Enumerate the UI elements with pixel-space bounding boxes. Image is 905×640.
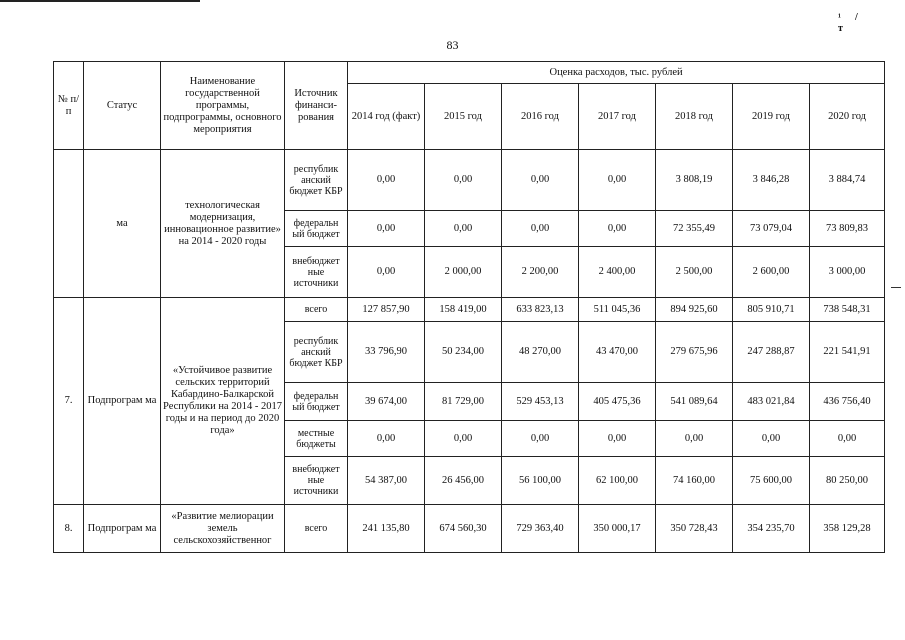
funding-source: республик анский бюджет КБР	[285, 150, 348, 211]
table-row	[54, 505, 885, 553]
amount-cell: 50 234,00	[425, 322, 502, 383]
margin-dash	[891, 287, 901, 288]
amount-cell: 0,00	[733, 421, 810, 457]
header-year: 2019 год	[733, 84, 810, 150]
amount-cell: 0,00	[425, 421, 502, 457]
amount-cell: 0,00	[579, 211, 656, 247]
amount-cell: 0,00	[579, 150, 656, 211]
row-number	[54, 150, 84, 298]
table-row	[54, 150, 885, 211]
funding-source: внебюджет ные источники	[285, 457, 348, 505]
amount-cell: 729 363,40	[502, 505, 579, 553]
amount-cell: 2 500,00	[656, 247, 733, 298]
program-name: «Устойчивое развитие сельских территорий Кабардино-Балкарской Республики на 2014 - 2017 годы и на период до 2020 года»	[161, 298, 285, 505]
amount-cell: 75 600,00	[733, 457, 810, 505]
program-name: «Развитие мелиорации земель сельскохозяйственног	[161, 505, 285, 553]
amount-cell: 529 453,13	[502, 383, 579, 421]
page-number: 83	[446, 38, 459, 52]
amount-cell: 26 456,00	[425, 457, 502, 505]
amount-cell: 3 846,28	[733, 150, 810, 211]
row-status: ма	[84, 150, 161, 298]
funding-source: всего	[285, 298, 348, 322]
header-year: 2020 год	[810, 84, 885, 150]
header-num: № п/п	[54, 62, 84, 150]
amount-cell: 0,00	[656, 421, 733, 457]
amount-cell: 81 729,00	[425, 383, 502, 421]
header-status: Статус	[84, 62, 161, 150]
table-row	[54, 298, 885, 322]
amount-cell: 0,00	[810, 421, 885, 457]
program-name: технологическая модернизация, инновационное развитие» на 2014 - 2020 годы	[161, 150, 285, 298]
header-year: 2016 год	[502, 84, 579, 150]
amount-cell: 0,00	[425, 150, 502, 211]
amount-cell: 0,00	[348, 421, 425, 457]
amount-cell: 674 560,30	[425, 505, 502, 553]
amount-cell: 2 200,00	[502, 247, 579, 298]
amount-cell: 2 400,00	[579, 247, 656, 298]
amount-cell: 62 100,00	[579, 457, 656, 505]
amount-cell: 0,00	[502, 421, 579, 457]
funding-source: внебюджет ные источники	[285, 247, 348, 298]
amount-cell: 3 808,19	[656, 150, 733, 211]
amount-cell: 511 045,36	[579, 298, 656, 322]
amount-cell: 39 674,00	[348, 383, 425, 421]
amount-cell: 0,00	[502, 150, 579, 211]
amount-cell: 80 250,00	[810, 457, 885, 505]
amount-cell: 0,00	[348, 247, 425, 298]
amount-cell: 3 884,74	[810, 150, 885, 211]
amount-cell: 127 857,90	[348, 298, 425, 322]
amount-cell: 0,00	[579, 421, 656, 457]
top-edge-line	[0, 0, 200, 2]
amount-cell: 436 756,40	[810, 383, 885, 421]
header-year: 2014 год (факт)	[348, 84, 425, 150]
amount-cell: 54 387,00	[348, 457, 425, 505]
row-status: Подпрограм ма	[84, 505, 161, 553]
funding-source: всего	[285, 505, 348, 553]
header-source: Источник финанси-рования	[285, 62, 348, 150]
amount-cell: 633 823,13	[502, 298, 579, 322]
amount-cell: 247 288,87	[733, 322, 810, 383]
amount-cell: 541 089,64	[656, 383, 733, 421]
amount-cell: 2 000,00	[425, 247, 502, 298]
amount-cell: 56 100,00	[502, 457, 579, 505]
amount-cell: 405 475,36	[579, 383, 656, 421]
amount-cell: 33 796,90	[348, 322, 425, 383]
header-year: 2017 год	[579, 84, 656, 150]
funding-source: федеральн ый бюджет	[285, 211, 348, 247]
amount-cell: 241 135,80	[348, 505, 425, 553]
amount-cell: 358 129,28	[810, 505, 885, 553]
amount-cell: 73 079,04	[733, 211, 810, 247]
amount-cell: 74 160,00	[656, 457, 733, 505]
funding-source: республик анский бюджет КБР	[285, 322, 348, 383]
amount-cell: 738 548,31	[810, 298, 885, 322]
row-number: 7.	[54, 298, 84, 505]
amount-cell: 0,00	[425, 211, 502, 247]
amount-cell: 894 925,60	[656, 298, 733, 322]
amount-cell: 158 419,00	[425, 298, 502, 322]
amount-cell: 43 470,00	[579, 322, 656, 383]
amount-cell: 48 270,00	[502, 322, 579, 383]
amount-cell: 354 235,70	[733, 505, 810, 553]
amount-cell: 73 809,83	[810, 211, 885, 247]
header-estimate: Оценка расходов, тыс. рублей	[348, 62, 885, 84]
budget-table	[53, 61, 885, 553]
row-number: 8.	[54, 505, 84, 553]
amount-cell: 350 728,43	[656, 505, 733, 553]
amount-cell: 221 541,91	[810, 322, 885, 383]
amount-cell: 350 000,17	[579, 505, 656, 553]
amount-cell: 483 021,84	[733, 383, 810, 421]
header-year: 2015 год	[425, 84, 502, 150]
amount-cell: 805 910,71	[733, 298, 810, 322]
amount-cell: 72 355,49	[656, 211, 733, 247]
row-status: Подпрограм ма	[84, 298, 161, 505]
amount-cell: 0,00	[502, 211, 579, 247]
header-year: 2018 год	[656, 84, 733, 150]
margin-marks: ¹/ ᴛ	[838, 12, 872, 34]
amount-cell: 279 675,96	[656, 322, 733, 383]
header-name: Наименование государственной программы, подпрограммы, основного мероприятия	[161, 62, 285, 150]
funding-source: федеральн ый бюджет	[285, 383, 348, 421]
amount-cell: 0,00	[348, 150, 425, 211]
amount-cell: 2 600,00	[733, 247, 810, 298]
funding-source: местные бюджеты	[285, 421, 348, 457]
amount-cell: 3 000,00	[810, 247, 885, 298]
amount-cell: 0,00	[348, 211, 425, 247]
